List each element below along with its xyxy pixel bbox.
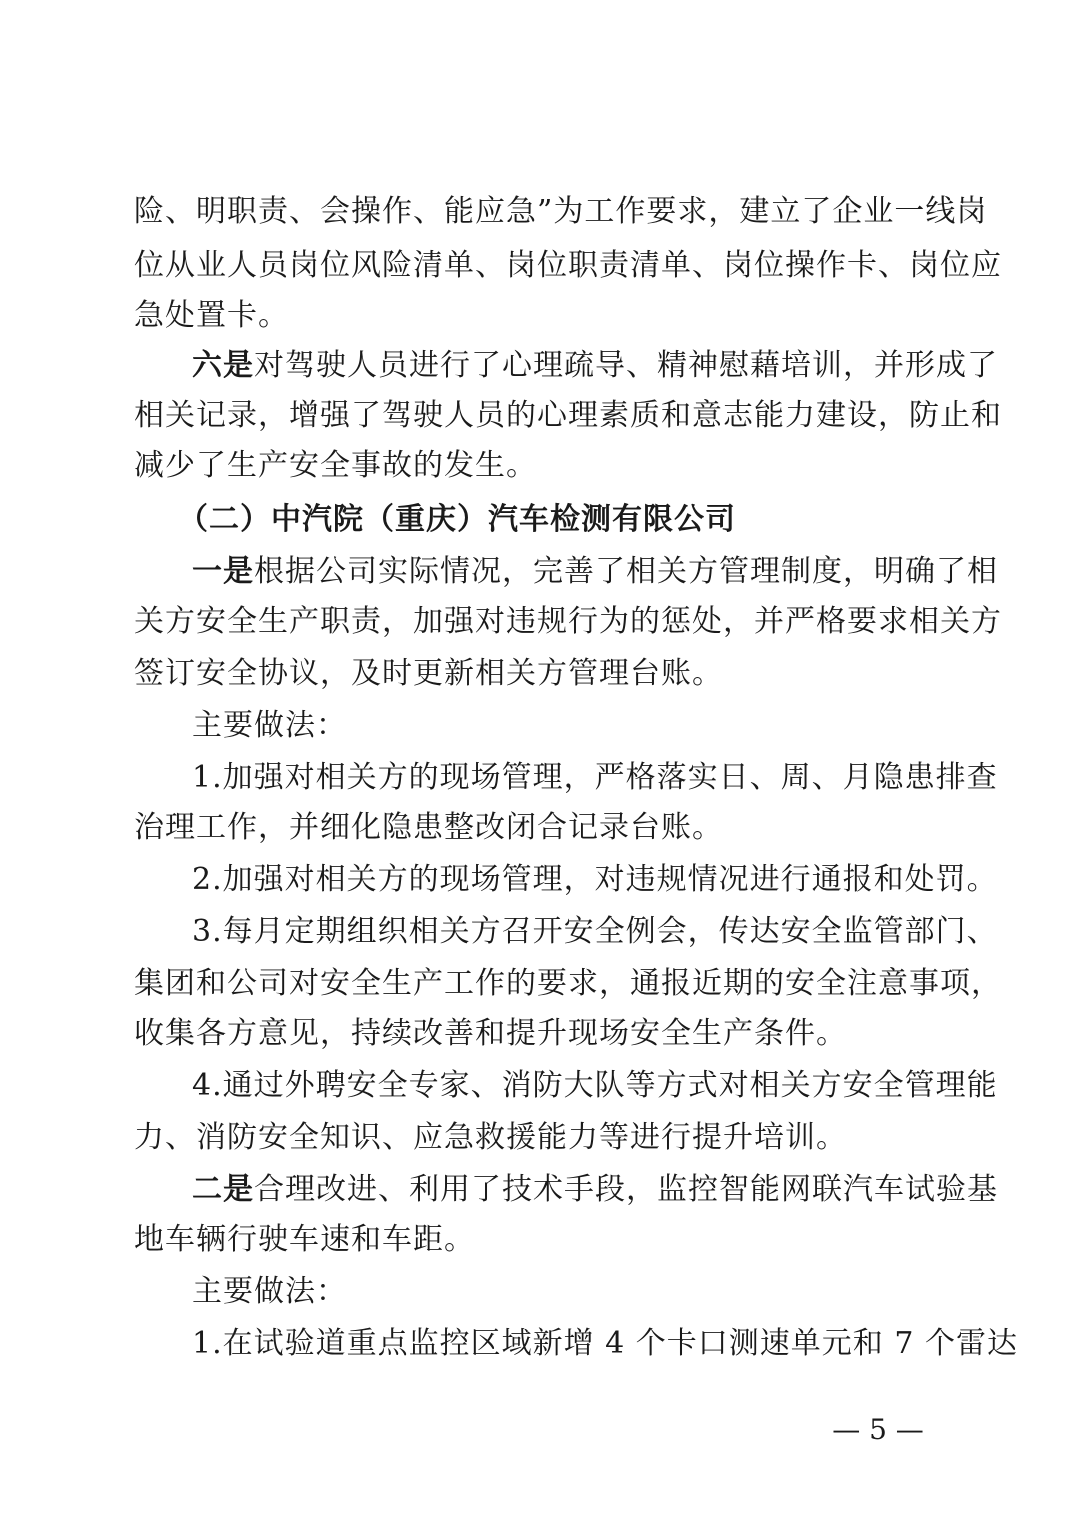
method-label: 主要做法： [192, 708, 347, 743]
paragraph-line: 险、明职责、会操作、能应急”为工作要求，建立了企业一线岗 [134, 194, 988, 229]
paragraph-lead: 一是 [192, 554, 254, 589]
list-item-line: 2.加强对相关方的现场管理，对违规情况进行通报和处罚。 [192, 862, 998, 897]
paragraph-line: 相关记录，增强了驾驶人员的心理素质和意志能力建设，防止和 [134, 398, 1002, 433]
list-item-line: 收集各方意见，持续改善和提升现场安全生产条件。 [134, 1016, 847, 1051]
paragraph-line: 急处置卡。 [134, 298, 289, 333]
paragraph-line [192, 549, 998, 595]
list-item-line: 3.每月定期组织相关方召开安全例会，传达安全监管部门、 [192, 914, 998, 949]
paragraph-line [192, 1167, 998, 1213]
section-heading: （二）中汽院（重庆）汽车检测有限公司 [178, 502, 736, 537]
list-item-line: 4.通过外聘安全专家、消防大队等方式对相关方安全管理能 [192, 1068, 998, 1103]
list-item-line: 1.加强对相关方的现场管理，严格落实日、周、月隐患排查 [192, 760, 998, 795]
paragraph-text: 对驾驶人员进行了心理疏导、精神慰藉培训，并形成了 [254, 348, 998, 383]
paragraph-line: 减少了生产安全事故的发生。 [134, 448, 537, 483]
paragraph-text: 合理改进、利用了技术手段，监控智能网联汽车试验基 [254, 1172, 998, 1207]
paragraph-text: 根据公司实际情况，完善了相关方管理制度，明确了相 [254, 554, 998, 589]
list-item-line: 力、消防安全知识、应急救援能力等进行提升培训。 [134, 1120, 847, 1155]
list-item-line: 1.在试验道重点监控区域新增 4 个卡口测速单元和 7 个雷达 [192, 1326, 1018, 1361]
paragraph-line: 位从业人员岗位风险清单、岗位职责清单、岗位操作卡、岗位应 [134, 248, 1002, 283]
list-item-line: 治理工作，并细化隐患整改闭合记录台账。 [134, 810, 723, 845]
paragraph-line [192, 343, 998, 389]
paragraph-lead: 二是 [192, 1172, 254, 1207]
page-number: — 5 — [832, 1413, 924, 1446]
paragraph-lead: 六是 [192, 348, 254, 383]
paragraph-line: 地车辆行驶车速和车距。 [134, 1222, 475, 1257]
list-item-line: 集团和公司对安全生产工作的要求，通报近期的安全注意事项， [134, 966, 1002, 1001]
paragraph-line: 签订安全协议，及时更新相关方管理台账。 [134, 656, 723, 691]
method-label: 主要做法： [192, 1274, 347, 1309]
paragraph-line: 关方安全生产职责，加强对违规行为的惩处，并严格要求相关方 [134, 604, 1002, 639]
